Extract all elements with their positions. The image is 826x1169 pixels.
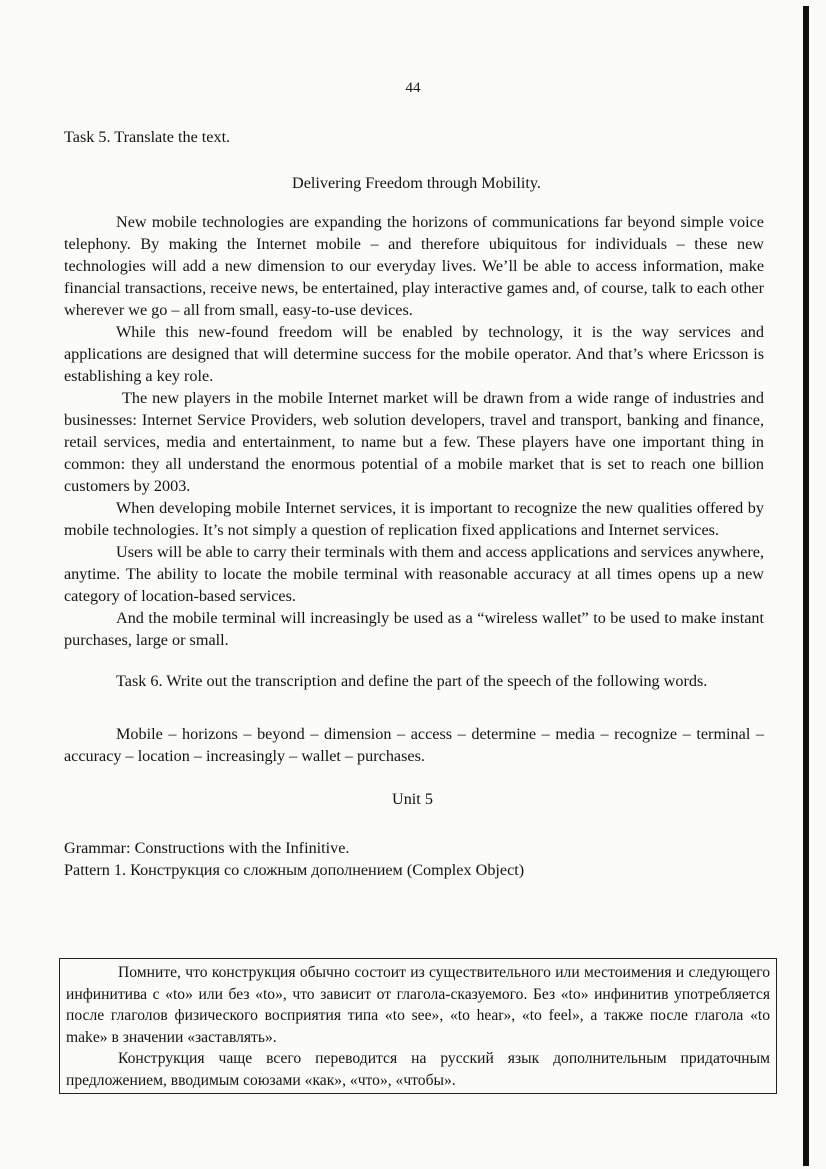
article-paragraph-3: The new players in the mobile Internet market will be drawn from a wide range of industries and businesses: Internet Service Providers, web solution developers, travel and transport, banking and finance, retail services, media and entertainment, to name but a few. These players have one important thing in common: they all understand the enormous potential of a mobile market that is set to reach one billion customers by 2003. bbox=[64, 389, 764, 495]
page-edge-bar bbox=[803, 6, 809, 1166]
unit-heading: Unit 5 bbox=[392, 790, 433, 808]
task6-word-list: Mobile – horizons – beyond – dimension – access – determine – media – recognize – terminal – accuracy – location – increasingly – wallet – purchases. bbox=[64, 725, 764, 765]
article-paragraph-4: When developing mobile Internet services, it is important to recognize the new qualities offered by mobile technologies. It’s not simply a question of replication fixed applications and Internet services. bbox=[64, 499, 764, 539]
task5-heading: Task 5. Translate the text. bbox=[64, 128, 231, 146]
page-content bbox=[64, 126, 764, 881]
article-paragraph-5: Users will be able to carry their terminals with them and access applications and services anywhere, anytime. The ability to locate the mobile terminal with reasonable accuracy at all times opens up a new category of location-based services. bbox=[64, 543, 764, 605]
page-number: 44 bbox=[405, 80, 421, 96]
article-paragraph-2: While this new-found freedom will be enabled by technology, it is the way services and applications are designed that will determine success for the mobile operator. And that’s where Ericsson is establishing a key role. bbox=[64, 323, 764, 385]
rule-box bbox=[59, 958, 777, 1094]
article-title: Delivering Freedom through Mobility. bbox=[292, 174, 541, 192]
article-paragraph-6: And the mobile terminal will increasingly be used as a “wireless wallet” to be used to make instant purchases, large or small. bbox=[64, 609, 764, 649]
article-paragraph-1: New mobile technologies are expanding the horizons of communications far beyond simple voice telephony. By making the Internet mobile – and therefore ubiquitous for individuals – these new technologies will add a new dimension to our everyday lives. We’ll be able to access information, make financial transactions, receive news, be entertained, play interactive games and, of course, talk to each other wherever we go – all from small, easy-to-use devices. bbox=[64, 213, 764, 319]
task6-heading: Task 6. Write out the transcription and define the part of the speech of the following words. bbox=[116, 672, 708, 690]
rule-paragraph-1: Помните, что конструкция обычно состоит из существительного или местоимения и следующего инфинитива с «to» или без «to», что зависит от глагола-сказуемого. Без «to» инфинитив употребляется после глаголов физического восприятия типа «to see», «to hear», «to feel», а также после глагола «to make» в значении «заставлять». bbox=[66, 964, 770, 1046]
pattern-heading: Pattern 1. Конструкция со сложным дополнением (Complex Object) bbox=[64, 861, 525, 879]
grammar-heading: Grammar: Constructions with the Infinitive. bbox=[64, 839, 350, 857]
rule-paragraph-2: Конструкция чаще всего переводится на русский язык дополнительным придаточным предложением, вводимым союзами «как», «что», «чтобы». bbox=[66, 1050, 770, 1089]
